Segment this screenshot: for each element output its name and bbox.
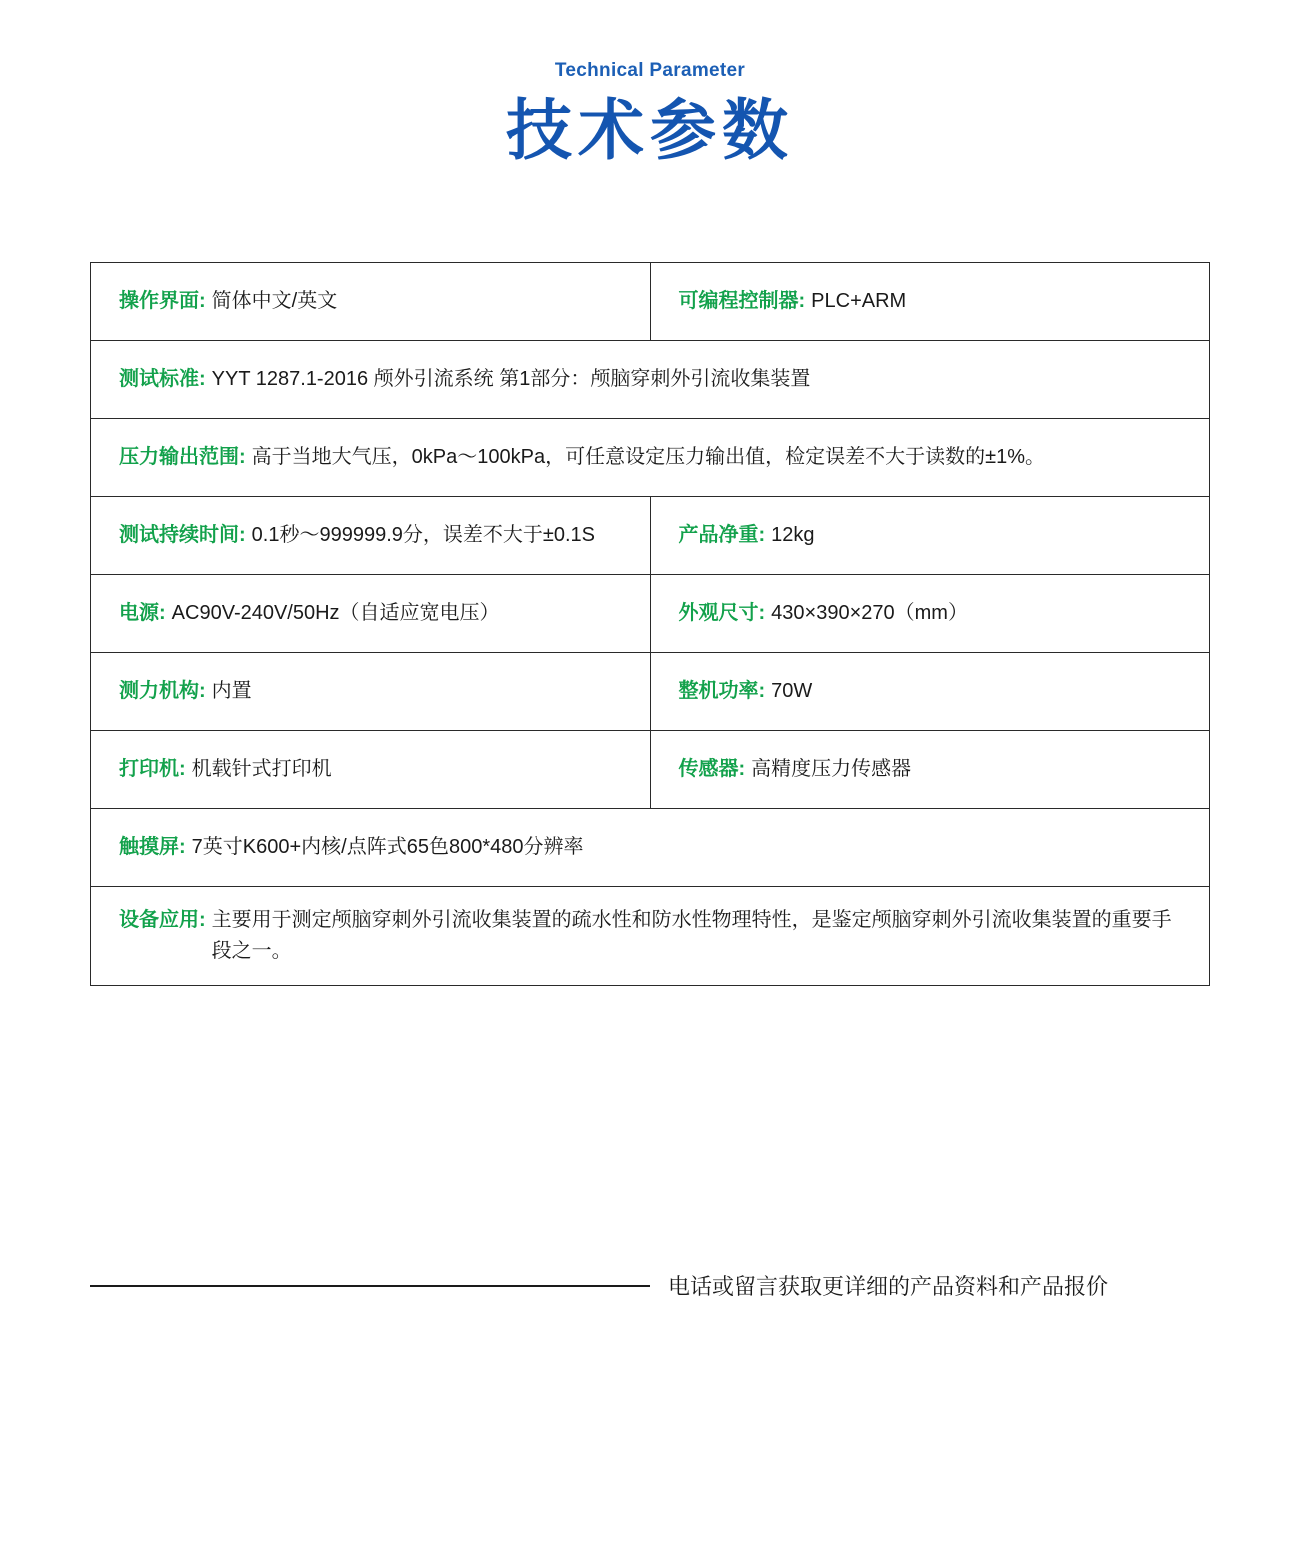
- spec-cell-plc-controller: [650, 263, 1210, 341]
- table-row: [91, 653, 1210, 731]
- page-footer: [90, 1270, 1210, 1301]
- table-row: [91, 497, 1210, 575]
- footer-divider: [90, 1285, 650, 1287]
- table-row: [91, 731, 1210, 809]
- spec-label: 设备应用:: [119, 909, 206, 931]
- spec-cell-touchscreen: [91, 809, 1210, 887]
- spec-cell-total-power: [650, 653, 1210, 731]
- table-row: [91, 575, 1210, 653]
- table-row: [91, 419, 1210, 497]
- spec-cell-sensor: [650, 731, 1210, 809]
- spec-value: 12kg: [771, 524, 815, 546]
- spec-cell-dimensions: [650, 575, 1210, 653]
- spec-cell-net-weight: [650, 497, 1210, 575]
- spec-value: YYT 1287.1-2016 颅外引流系统 第1部分：颅脑穿刺外引流收集装置: [211, 368, 811, 390]
- table-row: [91, 887, 1210, 986]
- spec-table: [90, 262, 1210, 986]
- spec-value: 0.1秒～999999.9分，误差不大于±0.1S: [251, 524, 596, 546]
- table-row: [91, 341, 1210, 419]
- table-row: [91, 263, 1210, 341]
- spec-label: 测力机构:: [119, 680, 206, 702]
- spec-cell-test-standard: [91, 341, 1210, 419]
- spec-value: 430×390×270（mm）: [771, 602, 968, 624]
- spec-label: 外观尺寸:: [678, 602, 766, 624]
- spec-value: 70W: [771, 680, 813, 702]
- spec-cell-power-supply: [91, 575, 651, 653]
- page-header: [0, 0, 1300, 171]
- spec-label: 操作界面:: [119, 290, 206, 312]
- spec-value: 内置: [211, 680, 252, 702]
- spec-value: 简体中文/英文: [211, 290, 338, 312]
- spec-cell-test-duration: [91, 497, 651, 575]
- spec-value: 7英寸K600+内核/点阵式65色800*480分辨率: [191, 836, 584, 858]
- spec-value: 高于当地大气压，0kPa～100kPa，可任意设定压力输出值，检定误差不大于读数的±1%。: [251, 446, 1045, 468]
- footer-note: 电话或留言获取更详细的产品资料和产品报价: [668, 1274, 1109, 1299]
- spec-cell-force-mechanism: [91, 653, 651, 731]
- spec-label: 测试标准:: [119, 368, 206, 390]
- spec-label: 产品净重:: [678, 524, 766, 546]
- spec-label: 打印机:: [119, 758, 186, 780]
- page-title: 技术参数: [506, 92, 794, 167]
- spec-value: PLC+ARM: [811, 290, 907, 312]
- page-subtitle-en: Technical Parameter: [554, 60, 746, 81]
- spec-cell-printer: [91, 731, 651, 809]
- spec-label: 测试持续时间:: [119, 524, 246, 546]
- spec-value: 机载针式打印机: [191, 758, 332, 780]
- spec-label: 可编程控制器:: [678, 290, 806, 312]
- table-row: [91, 809, 1210, 887]
- spec-value: 主要用于测定颅脑穿刺外引流收集装置的疏水性和防水性物理特性，是鉴定颅脑穿刺外引流收集装置的重要手段之一。: [211, 909, 1172, 962]
- spec-label: 电源:: [119, 602, 166, 624]
- spec-cell-operation-interface: [91, 263, 651, 341]
- spec-label: 传感器:: [678, 758, 746, 780]
- spec-label: 触摸屏:: [119, 836, 186, 858]
- spec-value: 高精度压力传感器: [751, 758, 912, 780]
- spec-label: 整机功率:: [678, 680, 766, 702]
- spec-table-container: [90, 262, 1210, 986]
- spec-label: 压力输出范围:: [119, 446, 246, 468]
- spec-cell-pressure-output-range: [91, 419, 1210, 497]
- spec-value: AC90V-240V/50Hz（自适应宽电压）: [171, 602, 500, 624]
- spec-cell-device-application: [91, 887, 1210, 986]
